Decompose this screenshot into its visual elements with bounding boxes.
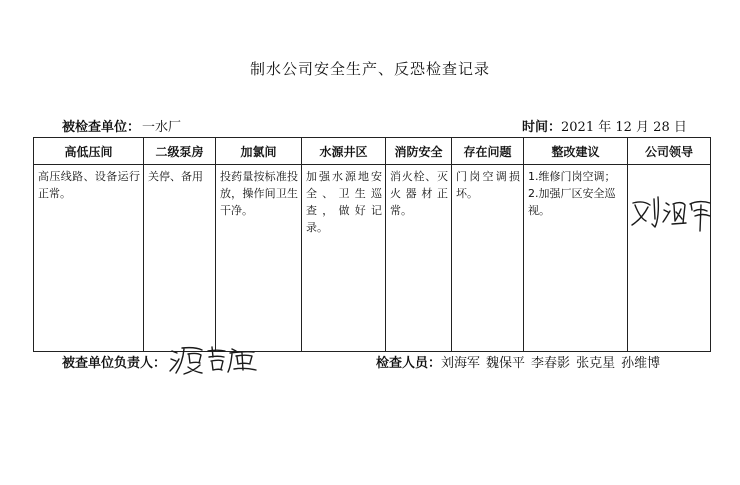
table-cell: 1.维修门岗空调； 2.加强厂区安全巡视。 [524,165,628,352]
table-cell: 高压线路、设备运行正常。 [34,165,144,352]
header-cell: 水源井区 [302,138,386,165]
inspectors-label: 检查人员： [376,356,442,371]
inspector-name: 孙维博 [621,356,661,371]
inspector-name: 张克星 [576,356,616,371]
inspector-names [441,356,666,371]
table-cell: 门岗空调损坏。 [452,165,524,352]
responsible-label: 被查单位负责人： [62,356,167,371]
unit-label: 被检查单位： [62,120,141,135]
header-cell: 加氯间 [216,138,302,165]
header-cell: 高低压间 [34,138,144,165]
inspected-unit [62,116,181,135]
header-cell: 整改建议 [524,138,628,165]
inspector-name: 魏保平 [486,356,526,371]
responsible-person [62,352,166,371]
table-cell: 投药量按标准投放，操作间卫生干净。 [216,165,302,352]
document-title: 制水公司安全生产、反恐检查记录 [249,60,490,78]
table-cell: 消火栓、灭火器材正常。 [386,165,452,352]
table-cell: 加强水源地安全、卫生巡查，做好记录。 [302,165,386,352]
header-cell: 消防安全 [386,138,452,165]
inspector-name: 刘海军 [441,356,481,371]
date-label: 时间： [522,120,562,135]
leader-signature [628,193,716,233]
responsible-signature [168,343,264,375]
table-header-row [34,138,711,165]
unit-value: 一水厂 [142,120,182,135]
table-cell: 关停、备用 [144,165,216,352]
header-cell: 公司领导 [628,138,711,165]
header-cell: 二级泵房 [144,138,216,165]
inspector-name: 李春影 [531,356,571,371]
date-value: 2021 年 12 月 28 日 [561,120,687,135]
inspection-date [522,116,687,135]
table-row [34,165,711,352]
header-cell: 存在问题 [452,138,524,165]
inspection-table [33,137,711,352]
inspectors [376,352,666,371]
